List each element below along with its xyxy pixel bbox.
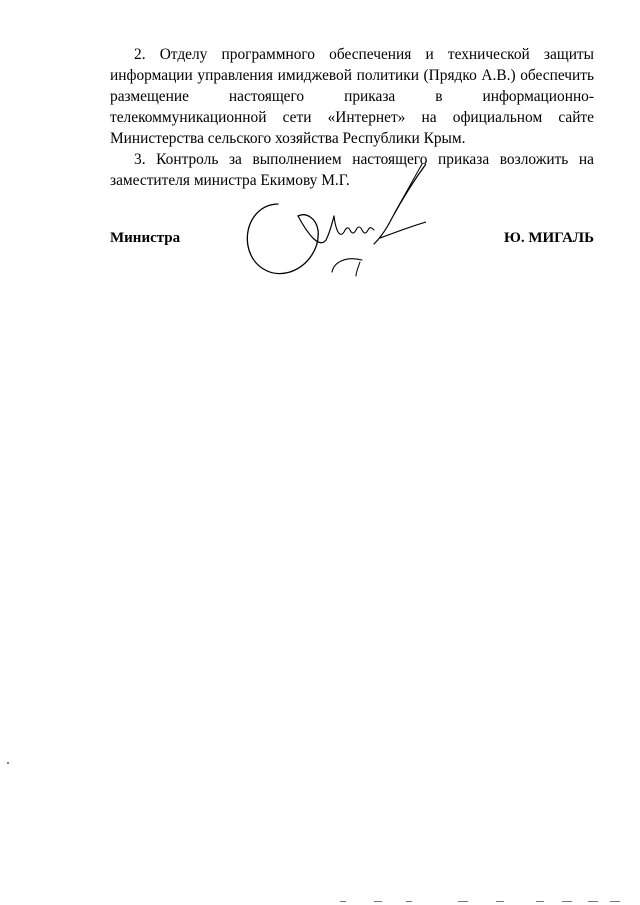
margin-speck: [7, 762, 9, 764]
footer-scan-marks: [340, 895, 640, 905]
signatory-title: Министра: [110, 230, 181, 246]
handwritten-signature: [236, 142, 426, 280]
paragraph-publication: 2. Отделу программного обеспечения и технической защиты информации управления имиджевой политики (Прядко А.В.) обеспечить размещение настоящего приказа в информационно-телекоммуникационной сети «Интернет» на официальном сайте Министерства сельского хозяйства Республики Крым.: [110, 46, 594, 147]
paragraph-control: 3. Контроль за выполнением настоящего приказа возложить на заместителя министра Екимову М.Г.: [110, 151, 594, 189]
signatory-name: Ю. МИГАЛЬ: [503, 230, 594, 246]
